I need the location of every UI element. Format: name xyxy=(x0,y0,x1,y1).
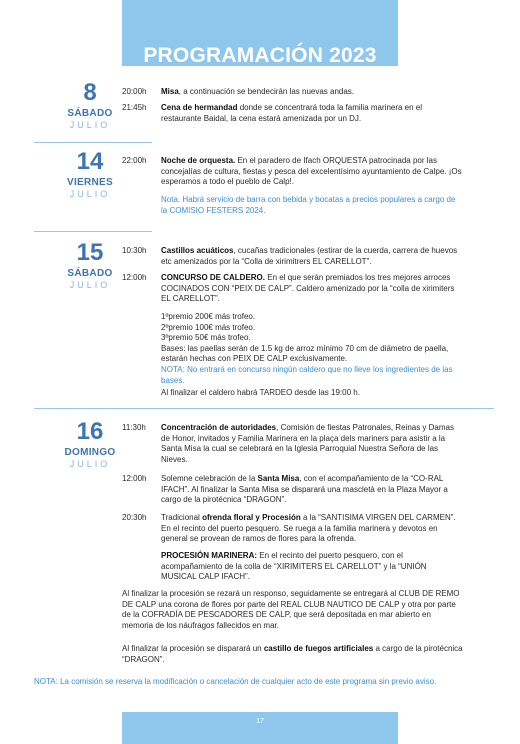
section-divider xyxy=(34,408,494,409)
event-title: Misa xyxy=(161,87,179,96)
event-description xyxy=(161,103,463,124)
contest-note: NOTA: No entrará en concurso ningún caldero que no lleve los ingredientes de las bases. xyxy=(161,364,453,385)
prize-list xyxy=(161,312,463,399)
day-of-week: SÁBADO xyxy=(67,108,113,119)
event-time: 12:00h xyxy=(122,474,147,483)
event-text: En el recinto del puerto pesquero, con el acompañamiento de la colla de “XIRIMITERS EL CARELLOT” y la “UNIÓN MUSICAL CALP IFACH”. xyxy=(161,551,427,582)
page-title: PROGRAMACIÓN 2023 xyxy=(143,44,377,67)
event-text: Tradicional xyxy=(161,513,203,522)
page-number: 17 xyxy=(256,718,264,725)
event-title: Santa Misa xyxy=(257,474,300,483)
event-time: 10:30h xyxy=(122,246,147,255)
event-title: Concentración de autoridades xyxy=(161,423,277,432)
event-text: Solemne celebración de la xyxy=(161,474,258,483)
day-of-week: SÁBADO xyxy=(67,268,113,279)
event-text: , cucañas tradicionales (estirar de la cuerda, carrera de huevos etc amenizados por la “Colla de xirimitrers EL CARELLOT”. xyxy=(161,246,458,266)
event-description xyxy=(161,87,463,98)
footer-note: NOTA: La comisión se reserva la modificación o cancelación de cualquier acto de este programa sin previo aviso. xyxy=(34,677,437,686)
day-of-week: DOMINGO xyxy=(64,447,116,458)
event-time: 20:30h xyxy=(122,513,147,522)
event-title: PROCESIÓN MARINERA: xyxy=(161,551,258,560)
event-text: donde se concentrará toda la familia marinera en el restaurante Baidal, la cena estará amenizada por un DJ. xyxy=(161,103,423,123)
event-description xyxy=(161,273,463,305)
day-number: 14 xyxy=(76,148,104,175)
month: JULIO xyxy=(69,120,111,130)
day-of-week: VIERNES xyxy=(66,177,113,188)
event-text: , a continuación se bendecirán las nuevas andas. xyxy=(178,87,355,96)
event-time: 22:00h xyxy=(122,156,147,165)
event-text: a la “SANTISIMA VIRGEN DEL CARMEN”. En el recinto del puerto pesquero. Se ruega a la familia marinera y devotos en general se provean de ramos de flores para la ofrenda. xyxy=(161,513,456,544)
section-divider xyxy=(34,142,152,143)
event-time: 11:30h xyxy=(122,423,146,432)
prize-item: 2ºpremio 100€ más trofeo. xyxy=(161,322,256,332)
event-description xyxy=(161,156,463,188)
event-title: ofrenda floral y Procesión xyxy=(202,513,301,522)
footer-banner xyxy=(122,712,398,744)
event-description xyxy=(161,474,463,506)
event-text: En el que serán premiados los tres mejores arroces COCINADOS CON “PEIX DE CALP”. Caldero amenizado por la “colla de xirimiters EL CARELLOT”. xyxy=(161,273,455,304)
responso-text: Al finalizar la procesión se rezará un responso, seguidamente se entregará al CLUB DE REMO DE CALP una corona de flores por parte del REAL CLUB NAUTICO DE CALP y otra por parte de la COFRADÍA DE PESCADORES DE CALP, que será depositada en mar abierto en memoria de los náufragos fallecidos en mar. xyxy=(122,589,460,630)
event-text: En el paradero de Ifach ORQUESTA patrocinada por las concejalías de cultura, fiestas y pesca del excelentísimo ayuntamiento de Calpe. ¡Os esperamos a todo el pueblo de Calp!. xyxy=(161,156,462,187)
prize-item: 3ºpremio 50€ más trofeo. xyxy=(161,333,251,343)
event-text: a cargo de la pirotécnica “DRAGON”. xyxy=(122,644,463,664)
tardeo-text: Al finalizar el caldero habrá TARDEO desde las 19:00 h. xyxy=(161,388,360,398)
event-text: Al finalizar la procesión se disparará un xyxy=(122,644,264,653)
month: JULIO xyxy=(69,189,111,199)
procession-description xyxy=(161,551,463,583)
event-time: 20:00h xyxy=(122,87,147,96)
section-divider xyxy=(34,231,152,232)
event-time: 21:45h xyxy=(122,103,147,112)
event-time: 12:00h xyxy=(122,273,147,282)
event-title: Castillos acuáticos xyxy=(161,246,234,255)
event-title: CONCURSO DE CALDERO. xyxy=(161,273,266,282)
event-description xyxy=(161,423,463,465)
event-title: Cena de hermandad xyxy=(161,103,238,112)
event-note: Nota. Habrá servicio de barra con bebida y bocatas a precios populares a cargo de la COMISIO FESTERS 2024. xyxy=(161,195,456,215)
fireworks-text xyxy=(122,644,463,665)
day-number: 8 xyxy=(83,79,97,106)
month: JULIO xyxy=(69,280,111,290)
prize-item: 1ºpremio 200€ más trofeo. xyxy=(161,312,256,321)
event-title: castillo de fuegos artificiales xyxy=(263,644,374,653)
event-description xyxy=(161,513,463,545)
day-number: 16 xyxy=(76,418,104,445)
event-description xyxy=(161,246,463,267)
day-number: 15 xyxy=(76,239,104,266)
event-text: , Comisión de fiestas Patronales, Reinas y Damas de Honor, invitados y Familia Marinera en la plaça dels mariners para asistir a la Santa Misa la cual se celebrará en la Iglesia Parroquial Nuestra Señora de las Nieves. xyxy=(161,423,454,464)
month: JULIO xyxy=(69,459,111,469)
contest-rules: Bases: las paellas serán de 1.5 kg de arroz mínimo 70 cm de diámetro de paella, estarán hechas con PEIX DE CALP exclusivamente. xyxy=(161,343,449,364)
event-title: Noche de orquesta. xyxy=(161,156,236,165)
event-text: , con el acompañamiento de la “CO-RAL IFACH”. Al finalizar la Santa Misa se disparará una mascletà en la Plaza Mayor a cargo de la pirotécnica “DRAGON”. xyxy=(161,474,448,505)
